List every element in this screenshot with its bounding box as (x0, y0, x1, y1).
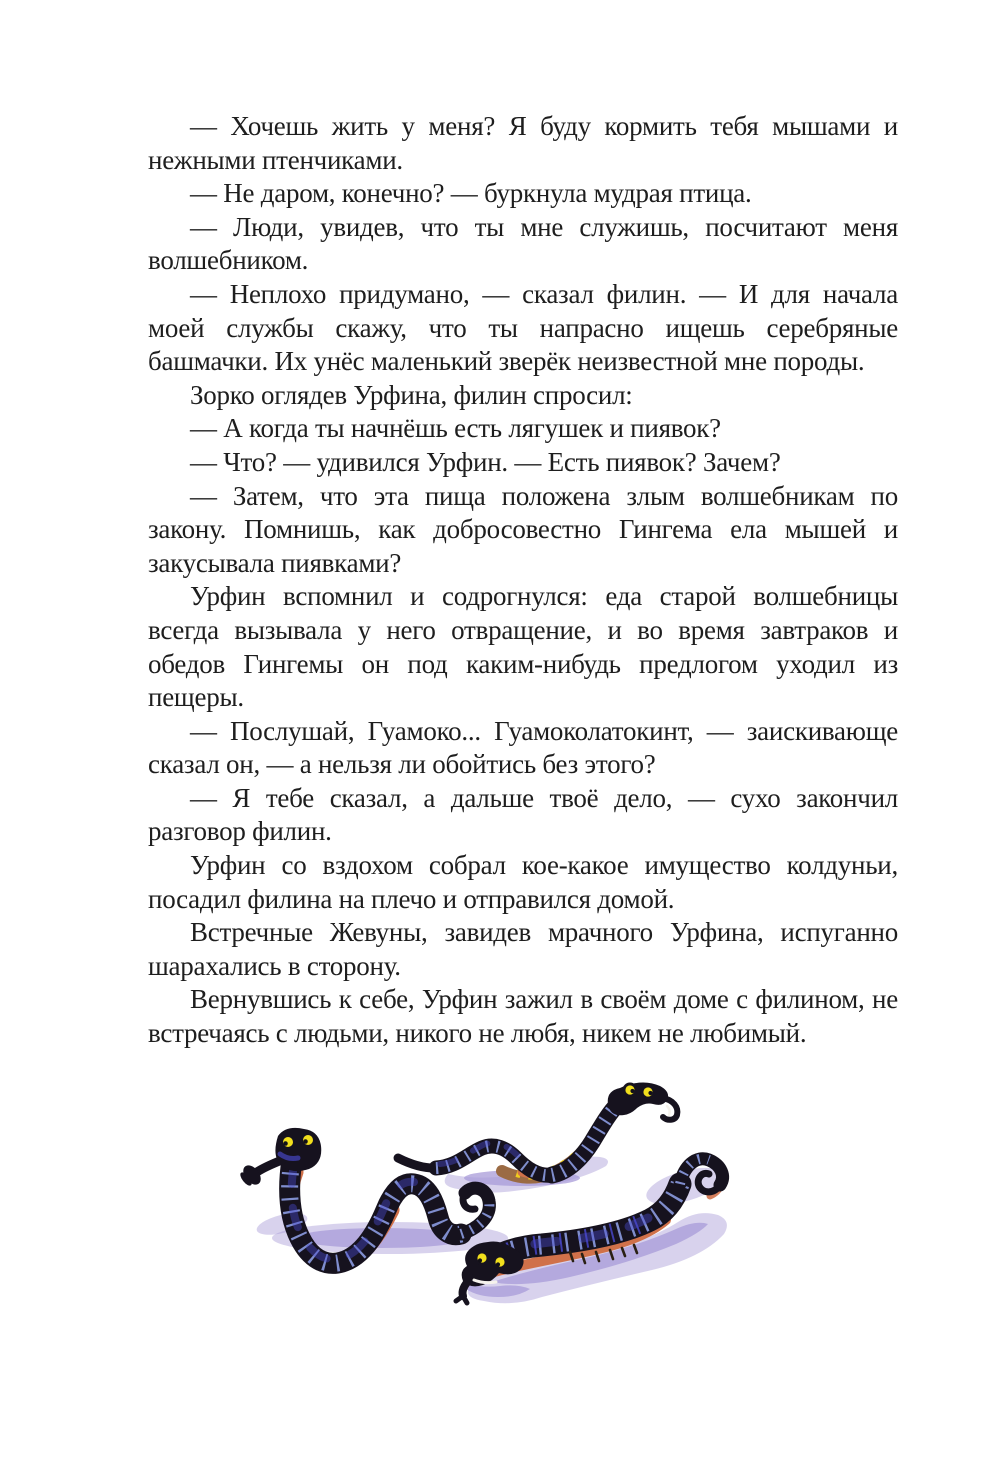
paragraph: — А когда ты начнёшь есть лягушек и пиявок? (190, 413, 721, 444)
paragraph: Вернувшись к себе, Урфин зажил в своём доме с филином, не встречаясь с людьми, никого не любя, никем не любимый. (148, 984, 898, 1049)
text-block (148, 110, 898, 1051)
paragraph: — Что? — удивился Урфин. — Есть пиявок? Зачем? (190, 446, 781, 477)
paragraph: Урфин вспомнил и содрогнулся: еда старой волшебницы всегда вызывала у него отвращение, и во время завтраков и обедов Гингемы он под каким-нибудь предлогом уходил из пещеры. (148, 581, 898, 713)
leeches-illustration (230, 1074, 778, 1322)
paragraph: — Я тебе сказал, а дальше твоё дело, — сухо закончил разговор филин. (148, 782, 898, 847)
paragraph: — Люди, увидев, что ты мне служишь, посчитают меня волшебником. (148, 211, 898, 276)
paragraph: Встречные Жевуны, завидев мрачного Урфина, испуганно шарахались в сторону. (148, 917, 898, 981)
leech-left (238, 1128, 489, 1265)
paragraph: Зорко оглядев Урфина, филин спросил: (190, 379, 633, 410)
paragraph: Урфин со вздохом собрал кое-какое имущество колдуньи, посадил филина на плечо и отправился домой. (148, 850, 898, 914)
paragraph: — Послушай, Гуамоко... Гуамоколатокинт, — заискивающе сказал он, — а нельзя ли обойтись без этого? (148, 715, 898, 780)
paragraph: — Не даром, конечно? — буркнула мудрая птица. (190, 178, 752, 209)
leech-top-right (398, 1082, 677, 1177)
paragraph: — Неплохо придумано, — сказал филин. — И для начала моей службы скажу, что ты напрасно ищешь серебряные башмачки. Их унёс маленький зверёк неизвестной мне породы. (148, 278, 898, 377)
paragraph: — Затем, что эта пища положена злым волшебникам по закону. Помнишь, как добросовестно Гингема ела мышей и закусывала пиявками? (148, 480, 898, 578)
paragraph: — Хочешь жить у меня? Я буду кормить тебя мышами и нежными птенчиками. (148, 111, 898, 175)
